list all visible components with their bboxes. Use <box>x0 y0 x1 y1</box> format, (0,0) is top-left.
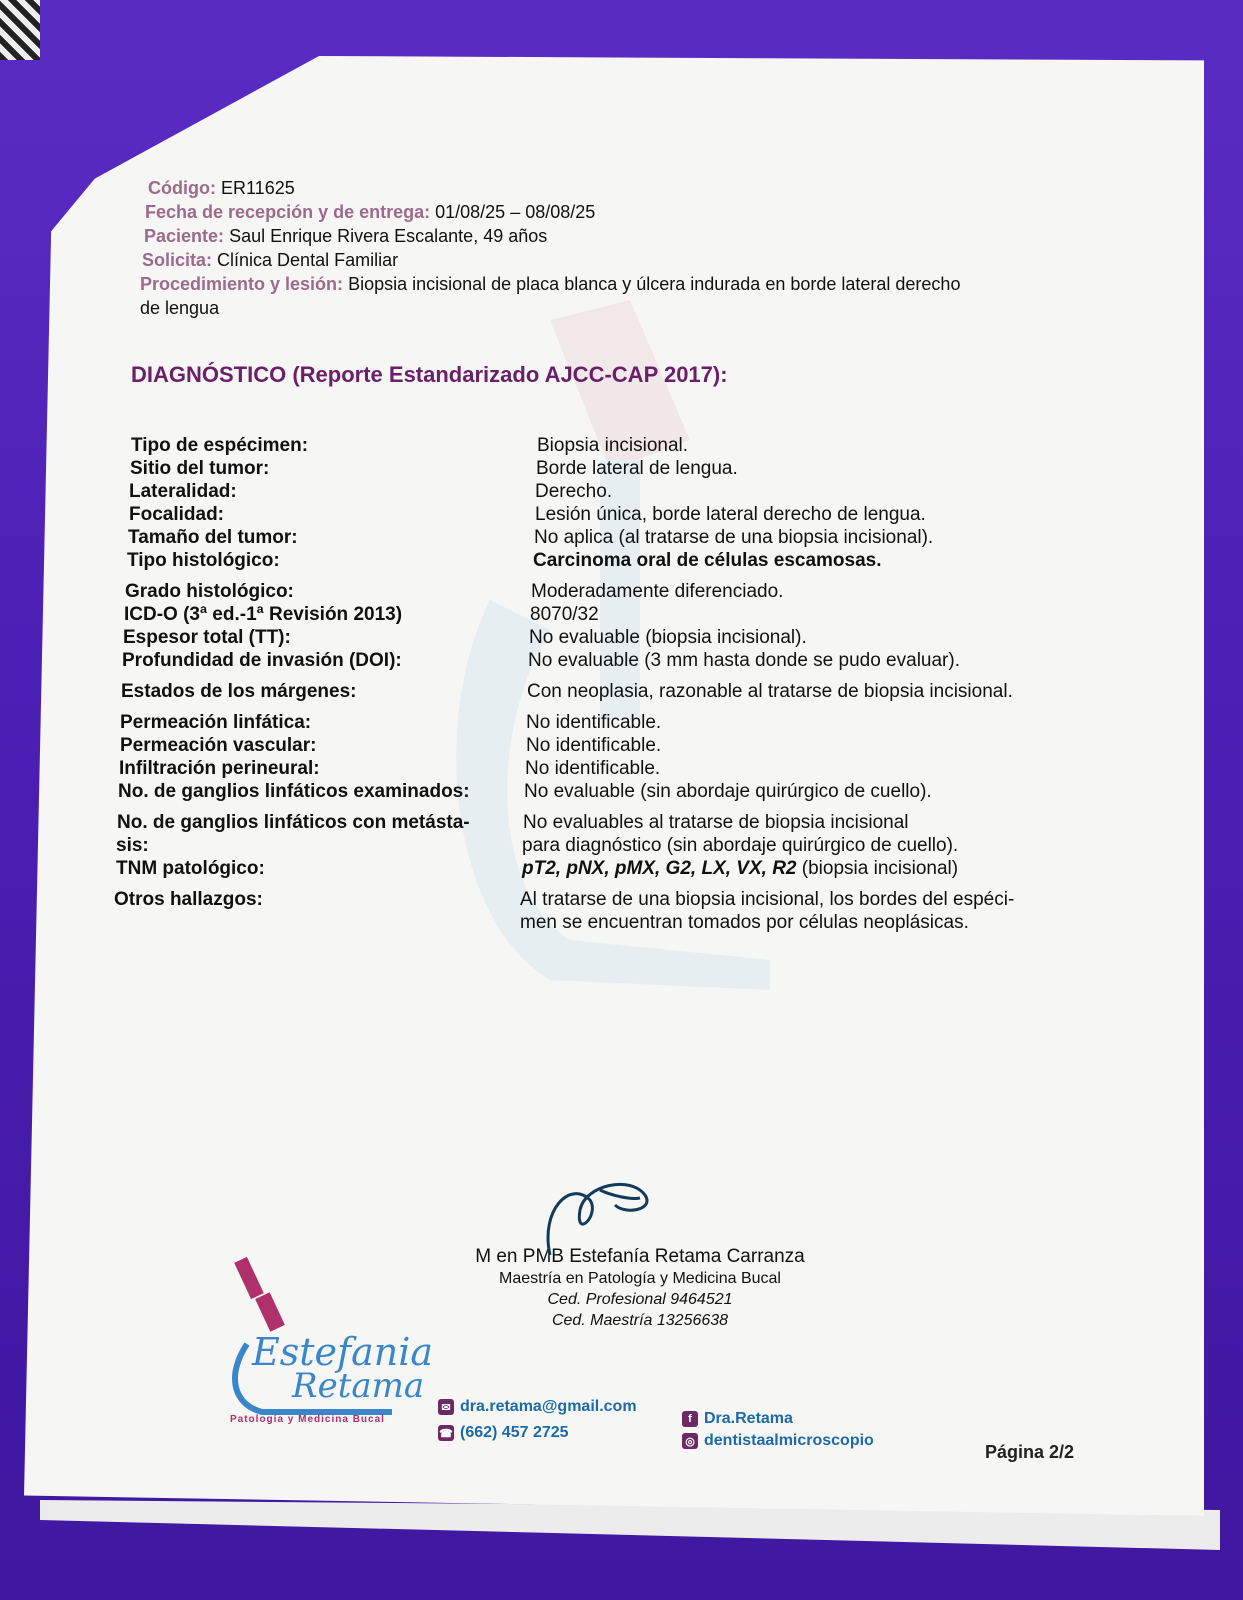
handwritten-signature-icon <box>530 1170 660 1260</box>
procedimiento-label: Procedimiento y lesión: <box>140 274 344 294</box>
row-value: 8070/32 <box>530 604 599 625</box>
paciente-value: Saul Enrique Rivera Escalante, 49 años <box>229 226 548 246</box>
row-key: Permeación vascular: <box>120 735 317 756</box>
procedimiento-value: Biopsia incisional de placa blanca y úlcera indurada en borde lateral derecho <box>348 274 961 294</box>
row-value: Borde lateral de lengua. <box>536 458 738 479</box>
page-number: Página 2/2 <box>985 1442 1075 1462</box>
row-value: (biopsia incisional) <box>796 858 959 879</box>
row-key: Estados de los márgenes: <box>121 681 357 702</box>
phone-contact[interactable] <box>438 1424 569 1442</box>
signature-degree: Maestría en Patología y Medicina Bucal <box>499 1270 781 1287</box>
instagram-icon: ◎ <box>682 1433 698 1449</box>
row-value: Carcinoma oral de células escamosas. <box>533 550 882 571</box>
report-header <box>140 176 1100 320</box>
instagram-contact[interactable] <box>682 1432 874 1450</box>
table-row <box>114 526 1114 549</box>
email-contact[interactable] <box>438 1398 637 1416</box>
row-value: No identificable. <box>526 712 662 733</box>
row-key: No. de ganglios linfáticos examinados: <box>118 781 470 802</box>
row-key: Permeación linfática: <box>120 712 312 733</box>
table-row <box>114 626 1114 649</box>
row-key: Tipo de espécimen: <box>131 435 309 456</box>
row-value: Con neoplasia, razonable al tratarse de biopsia incisional. <box>527 681 1013 702</box>
table-row <box>114 457 1114 480</box>
row-key: Grado histológico: <box>125 581 294 602</box>
facebook-text[interactable]: Dra.Retama <box>704 1410 793 1427</box>
row-key: Sitio del tumor: <box>130 458 270 479</box>
table-row <box>114 503 1114 526</box>
table-row <box>114 780 1114 803</box>
row-value: No aplica (al tratarse de una biopsia incisional). <box>534 527 934 548</box>
solicita-value: Clínica Dental Familiar <box>217 250 399 270</box>
row-key: Focalidad: <box>129 504 225 525</box>
logo-subtitle: Patología y Medicina Bucal <box>230 1414 385 1425</box>
row-key: Tamaño del tumor: <box>128 527 298 548</box>
table-row <box>114 734 1114 757</box>
instagram-text[interactable]: dentistaalmicroscopio <box>704 1432 874 1449</box>
codigo-value: ER11625 <box>221 178 295 198</box>
table-row <box>114 649 1114 672</box>
row-value: para diagnóstico (sin abordaje quirúrgico de cuello). <box>522 835 959 856</box>
row-value: Lesión única, borde lateral derecho de lengua. <box>535 504 926 525</box>
table-row <box>114 757 1114 780</box>
email-text[interactable]: dra.retama@gmail.com <box>460 1398 637 1415</box>
row-key: ICD-O (3ª ed.-1ª Revisión 2013) <box>124 604 403 625</box>
background-corner <box>0 0 40 60</box>
phone-text[interactable]: (662) 457 2725 <box>460 1424 569 1441</box>
table-row <box>114 911 1114 934</box>
phone-icon: ☎ <box>438 1425 454 1441</box>
row-key: Tipo histológico: <box>127 550 280 571</box>
email-icon: ✉ <box>438 1399 454 1415</box>
table-row <box>114 857 1114 880</box>
table-row <box>114 549 1114 572</box>
fecha-label: Fecha de recepción y de entrega: <box>145 202 431 222</box>
signature-name: M en PMB Estefanía Retama Carranza <box>475 1246 805 1267</box>
table-row <box>114 834 1114 857</box>
row-value: Biopsia incisional. <box>537 435 689 456</box>
fecha-value: 01/08/25 – 08/08/25 <box>435 202 596 222</box>
table-row <box>114 888 1114 911</box>
table-row <box>114 811 1114 834</box>
row-key <box>114 911 520 934</box>
codigo-label: Código: <box>148 178 216 198</box>
row-value: No identificable. <box>525 758 661 779</box>
row-key: Infiltración perineural: <box>119 758 320 779</box>
row-key: Profundidad de invasión (DOI): <box>122 650 402 671</box>
row-key: sis: <box>116 835 149 856</box>
row-key: TNM patológico: <box>116 858 265 879</box>
tnm-value: pT2, pNX, pMX, G2, LX, VX, R2 <box>522 858 797 879</box>
logo-text-surname: Retama <box>292 1366 425 1406</box>
row-key: Espesor total (TT): <box>123 627 291 648</box>
row-value: Al tratarse de una biopsia incisional, los bordes del espéci- <box>520 889 1015 910</box>
signature-cedula-maestria: Ced. Maestría 13256638 <box>551 1312 729 1329</box>
row-key: Lateralidad: <box>129 481 237 502</box>
table-row <box>114 480 1114 503</box>
table-row <box>114 680 1114 703</box>
diagnostico-table <box>114 434 1114 934</box>
row-value: No evaluable (biopsia incisional). <box>529 627 807 648</box>
row-value: No identificable. <box>526 735 662 756</box>
paciente-label: Paciente: <box>144 226 225 246</box>
table-row <box>114 603 1114 626</box>
table-row <box>114 711 1114 734</box>
clinic-logo <box>222 1254 434 1434</box>
row-value: No evaluable (sin abordaje quirúrgico de cuello). <box>524 781 932 802</box>
row-key: No. de ganglios linfáticos con metásta- <box>117 812 470 833</box>
facebook-icon: f <box>682 1411 698 1427</box>
table-row <box>114 434 1114 457</box>
signature-block <box>450 1170 830 1331</box>
diagnostico-title: DIAGNÓSTICO (Reporte Estandarizado AJCC-CAP 2017): <box>131 362 728 387</box>
procedimiento-value-cont: de lengua <box>140 298 220 318</box>
facebook-contact[interactable] <box>682 1410 793 1428</box>
logo-text-name: Estefania <box>252 1330 434 1374</box>
row-value: Moderadamente diferenciado. <box>531 581 784 602</box>
signature-cedula-profesional: Ced. Profesional 9464521 <box>547 1291 733 1308</box>
row-value: No evaluable (3 mm hasta donde se pudo evaluar). <box>528 650 960 671</box>
row-value: No evaluables al tratarse de biopsia incisional <box>523 812 909 833</box>
table-row <box>114 580 1114 603</box>
row-value: men se encuentran tomados por células neoplásicas. <box>520 912 969 933</box>
row-value: Derecho. <box>535 481 613 502</box>
solicita-label: Solicita: <box>142 250 213 270</box>
row-key: Otros hallazgos: <box>114 889 263 910</box>
